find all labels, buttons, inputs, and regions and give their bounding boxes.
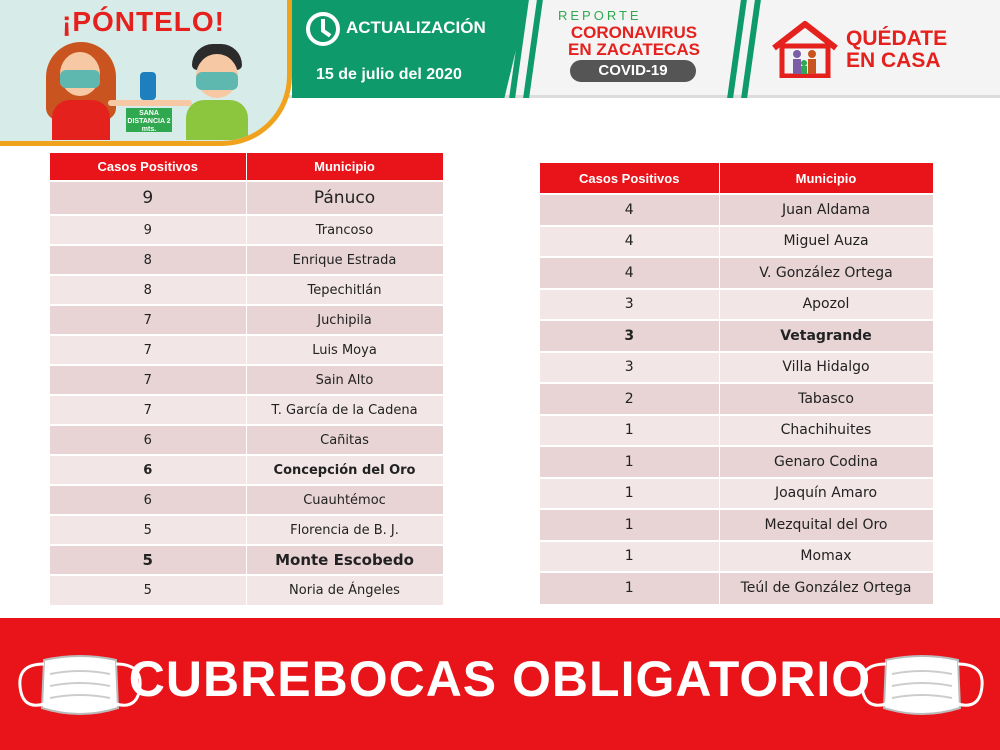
table-row [50,545,443,575]
quedate-line1: QUÉDATE [846,27,948,50]
casos-cell: 9 [50,181,246,215]
municipio-cell: Concepción del Oro [246,455,443,485]
municipio-cell: Juan Aldama [719,194,933,226]
municipio-cell: Chachihuites [719,415,933,447]
table-row [50,215,443,245]
table-header-row [50,153,443,181]
casos-cell: 7 [50,335,246,365]
casos-cell: 2 [540,383,719,415]
casos-cell: 4 [540,226,719,258]
municipio-cell: Apozol [719,289,933,321]
municipio-cell: T. García de la Cadena [246,395,443,425]
casos-cell: 7 [50,365,246,395]
coronavirus-line1: CORONAVIRUS [570,23,698,42]
casos-cell: 1 [540,572,719,604]
cases-table-right [540,163,934,604]
casos-cell: 3 [540,352,719,384]
casos-cell: 6 [50,455,246,485]
casos-cell: 1 [540,446,719,478]
face-mask-icon [856,650,988,722]
table-header-row [540,163,933,194]
table-row [540,478,933,510]
casos-cell: 3 [540,320,719,352]
municipio-cell: Joaquín Amaro [719,478,933,510]
municipio-cell: Tabasco [719,383,933,415]
sana-distancia-badge: SANA DISTANCIA 2 mts. [127,110,171,133]
table-row [540,257,933,289]
table-row [50,575,443,605]
table-row [50,181,443,215]
table-row [540,415,933,447]
casos-cell: 8 [50,245,246,275]
pontelo-title: ¡PÓNTELO! [62,6,225,37]
boy-mask-illustration [196,72,238,90]
table-row [50,275,443,305]
casos-cell: 6 [50,485,246,515]
municipio-cell: Tepechitlán [246,275,443,305]
hands-illustration [108,100,192,106]
boy-body-illustration [186,100,248,140]
table-row [540,194,933,226]
table-row [50,485,443,515]
municipio-cell: Monte Escobedo [246,545,443,575]
table-row [540,320,933,352]
table-row [540,509,933,541]
casos-cell: 8 [50,275,246,305]
municipio-cell: Sain Alto [246,365,443,395]
casos-cell: 9 [50,215,246,245]
table-row [50,335,443,365]
table-row [540,352,933,384]
casos-cell: 1 [540,415,719,447]
header-municipio: Municipio [719,163,933,194]
table-row [540,289,933,321]
casos-cell: 1 [540,478,719,510]
casos-cell: 3 [540,289,719,321]
pontelo-panel [0,0,292,146]
quedate-line2: EN CASA [846,49,941,72]
sanitizer-bottle-icon [140,72,156,100]
municipio-cell: Florencia de B. J. [246,515,443,545]
coronavirus-title [554,24,714,58]
table-row [50,305,443,335]
coronavirus-line2: EN ZACATECAS [568,40,700,59]
municipio-cell: Luis Moya [246,335,443,365]
casos-cell: 7 [50,305,246,335]
casos-cell: 6 [50,425,246,455]
municipio-cell: Momax [719,541,933,573]
municipio-cell: Pánuco [246,181,443,215]
municipio-cell: Enrique Estrada [246,245,443,275]
girl-body-illustration [52,100,110,140]
casos-cell: 5 [50,545,246,575]
header-casos-positivos: Casos Positivos [50,153,246,181]
table-row [50,395,443,425]
municipio-cell: Juchipila [246,305,443,335]
casos-cell: 5 [50,515,246,545]
table-row [540,541,933,573]
casos-cell: 1 [540,509,719,541]
casos-cell: 7 [50,395,246,425]
update-date: 15 de julio del 2020 [316,66,462,83]
table-row [50,245,443,275]
clock-icon [306,12,340,46]
municipio-cell: Genaro Codina [719,446,933,478]
casos-cell: 5 [50,575,246,605]
table-row [540,572,933,604]
reporte-label: REPORTE [558,8,642,23]
table-row [50,455,443,485]
cubrebocas-obligatorio-text: CUBREBOCAS OBLIGATORIO [128,651,872,707]
municipio-cell: Miguel Auza [719,226,933,258]
table-row [50,365,443,395]
quedate-en-casa [846,28,947,72]
table-row [540,383,933,415]
table-row [50,515,443,545]
casos-cell: 4 [540,194,719,226]
header-municipio: Municipio [246,153,443,181]
header-casos-positivos: Casos Positivos [540,163,719,194]
house-family-icon [770,20,840,78]
municipio-cell: Trancoso [246,215,443,245]
casos-cell: 4 [540,257,719,289]
table-row [50,425,443,455]
covid-badge: COVID-19 [570,60,696,82]
municipio-cell: Vetagrande [719,320,933,352]
municipio-cell: Cañitas [246,425,443,455]
municipio-cell: Noria de Ángeles [246,575,443,605]
municipio-cell: Teúl de González Ortega [719,572,933,604]
municipio-cell: Mezquital del Oro [719,509,933,541]
casos-cell: 1 [540,541,719,573]
update-label: ACTUALIZACIÓN [346,18,486,37]
cases-table-left [50,153,444,605]
municipio-cell: Cuauhtémoc [246,485,443,515]
municipio-cell: V. González Ortega [719,257,933,289]
table-row [540,226,933,258]
municipio-cell: Villa Hidalgo [719,352,933,384]
table-row [540,446,933,478]
girl-mask-illustration [60,70,100,88]
